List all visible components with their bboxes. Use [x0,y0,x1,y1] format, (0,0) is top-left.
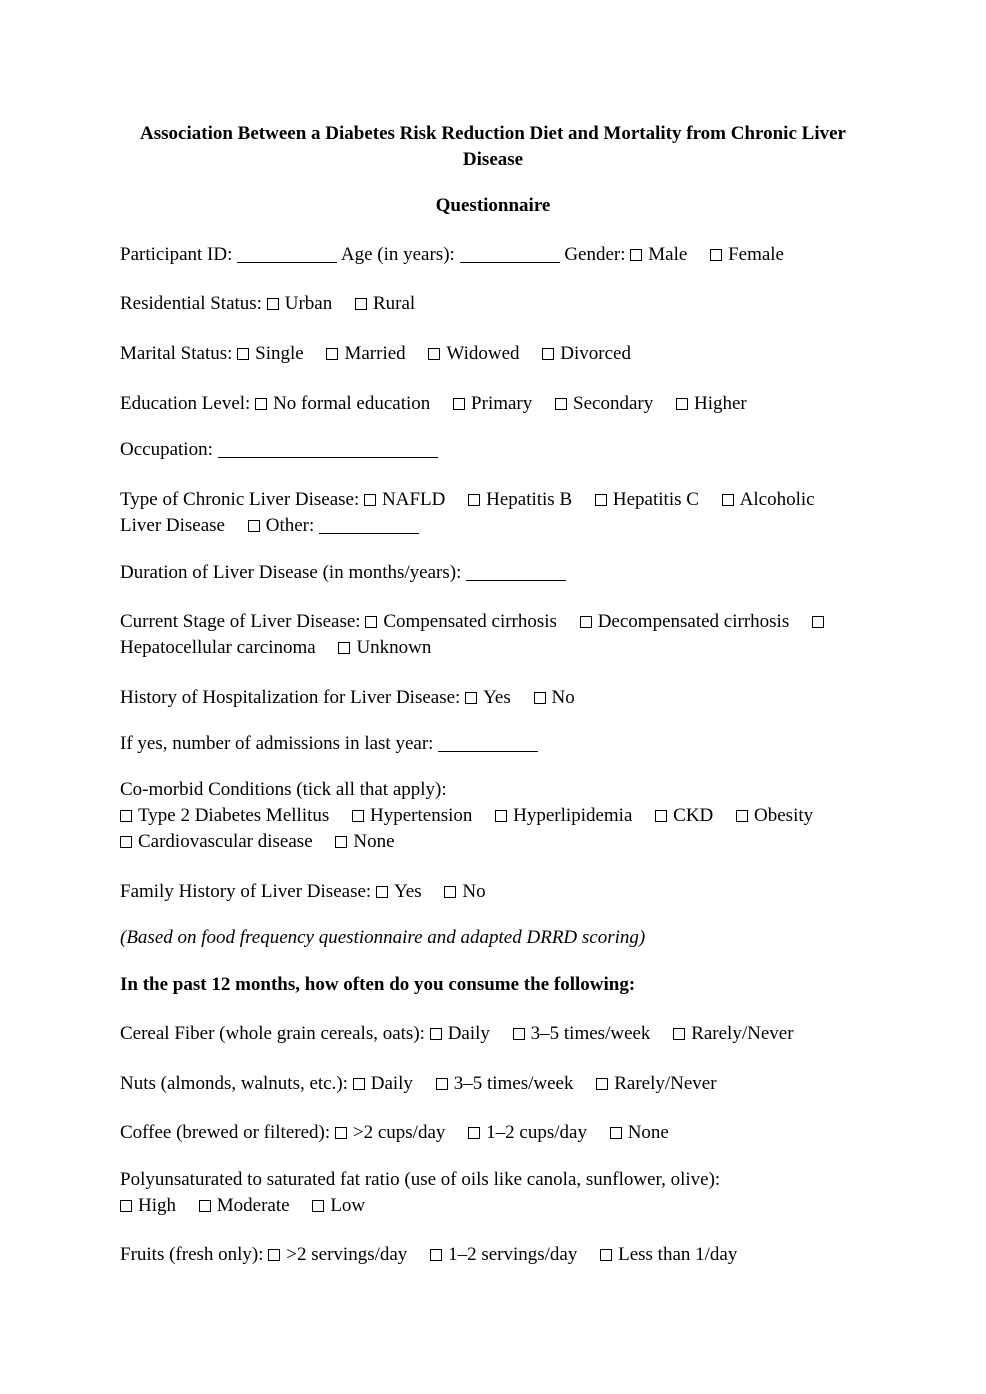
age-field[interactable] [460,245,560,263]
education-higher-label: Higher [693,393,747,414]
stage-compensated-checkbox[interactable] [365,616,377,628]
education-primary-checkbox[interactable] [453,398,465,410]
fat-ratio-high-checkbox[interactable] [120,1200,132,1212]
family-history-no-checkbox[interactable] [444,886,456,898]
row-duration [120,560,566,586]
disease-other-label: Other: [265,515,315,536]
coffee-1to2-label: 1–2 cups/day [486,1122,587,1143]
education-none-checkbox[interactable] [255,398,267,410]
gender-male-label: Male [648,244,688,265]
stage-unknown-checkbox[interactable] [338,642,350,654]
disease-other-field[interactable] [319,516,419,534]
nuts-weekly-label: 3–5 times/week [453,1073,574,1094]
row-occupation [120,437,438,463]
participant-id-field[interactable] [237,245,337,263]
duration-label: Duration of Liver Disease (in months/years): [120,562,462,583]
comorbid-hypertension-label: Hypertension [370,805,473,826]
marital-divorced-checkbox[interactable] [542,348,554,360]
comorbid-cvd-label: Cardiovascular disease [138,831,313,852]
diet-note: (Based on food frequency questionnaire and adapted DRRD scoring) [120,927,646,948]
family-history-no-label: No [462,881,486,902]
duration-field[interactable] [466,563,566,581]
coffee-none-label: None [627,1122,669,1143]
row-disease-type-cont [120,513,419,539]
residential-urban-label: Urban [284,293,333,314]
disease-hepb-checkbox[interactable] [468,494,480,506]
marital-widowed-label: Widowed [446,343,520,364]
fat-ratio-label: Polyunsaturated to saturated fat ratio (use of oils like canola, sunflower, olive): [120,1169,721,1190]
hospitalization-no-label: No [551,687,575,708]
comorbid-t2dm-label: Type 2 Diabetes Mellitus [138,805,330,826]
fruits-1to2-label: 1–2 servings/day [448,1244,578,1265]
education-none-label: No formal education [273,393,431,414]
document-subtitle: Questionnaire [435,195,551,216]
residential-rural-checkbox[interactable] [355,298,367,310]
marital-label: Marital Status: [120,343,233,364]
nuts-weekly-checkbox[interactable] [436,1078,448,1090]
participant-id-label: Participant ID: [120,244,233,265]
coffee-label: Coffee (brewed or filtered): [120,1122,331,1143]
education-secondary-label: Secondary [573,393,654,414]
family-history-yes-label: Yes [393,881,422,902]
disease-nafld-label: NAFLD [382,489,446,510]
nuts-daily-label: Daily [370,1073,413,1094]
cereal-label: Cereal Fiber (whole grain cereals, oats): [120,1023,425,1044]
fruits-more2-checkbox[interactable] [268,1249,280,1261]
comorbid-ckd-label: CKD [673,805,714,826]
row-stage-cont [120,635,431,661]
disease-alcoholic-checkbox[interactable] [722,494,734,506]
comorbid-obesity-label: Obesity [754,805,814,826]
comorbid-ckd-checkbox[interactable] [655,810,667,822]
row-cereal [120,1021,794,1047]
disease-alcoholic-label-part2: Liver Disease [120,515,225,536]
marital-married-checkbox[interactable] [326,348,338,360]
stage-decompensated-label: Decompensated cirrhosis [597,611,790,632]
stage-hcc-label: Hepatocellular carcinoma [120,637,316,658]
row-marital [120,341,631,367]
coffee-more2-label: >2 cups/day [352,1122,446,1143]
row-comorbid-options-cont [120,829,395,855]
residential-label: Residential Status: [120,293,262,314]
row-comorbid-options [120,803,813,829]
fruits-1to2-checkbox[interactable] [430,1249,442,1261]
marital-married-label: Married [344,343,406,364]
row-hospitalization [120,685,575,711]
nuts-label: Nuts (almonds, walnuts, etc.): [120,1073,348,1094]
education-label: Education Level: [120,393,251,414]
occupation-field[interactable] [218,440,438,458]
hospitalization-yes-label: Yes [483,687,511,708]
fruits-more2-label: >2 servings/day [286,1244,408,1265]
coffee-1to2-checkbox[interactable] [468,1127,480,1139]
marital-divorced-label: Divorced [560,343,631,364]
comorbid-none-checkbox[interactable] [335,836,347,848]
marital-single-checkbox[interactable] [237,348,249,360]
diet-heading: In the past 12 months, how often do you consume the following: [120,974,636,995]
document-title: Association Between a Diabetes Risk Reduction Diet and Mortality from Chronic Liver Disease [140,123,846,170]
row-residential [120,291,415,317]
comorbid-hyperlipidemia-label: Hyperlipidemia [513,805,633,826]
row-nuts [120,1071,717,1097]
disease-alcoholic-label-part1: Alcoholic [739,489,815,510]
fruits-less1-label: Less than 1/day [618,1244,738,1265]
row-comorbid-label [120,777,447,803]
row-admissions [120,731,538,757]
row-coffee [120,1120,669,1146]
comorbid-obesity-checkbox[interactable] [736,810,748,822]
row-education [120,391,747,417]
gender-female-checkbox[interactable] [710,249,722,261]
comorbid-hypertension-checkbox[interactable] [352,810,364,822]
cereal-weekly-checkbox[interactable] [513,1028,525,1040]
disease-hepc-checkbox[interactable] [595,494,607,506]
fruits-less1-checkbox[interactable] [600,1249,612,1261]
disease-hepc-label: Hepatitis C [612,489,699,510]
occupation-label: Occupation: [120,439,213,460]
comorbid-hyperlipidemia-checkbox[interactable] [495,810,507,822]
marital-single-label: Single [255,343,304,364]
comorbid-cvd-checkbox[interactable] [120,836,132,848]
residential-rural-label: Rural [372,293,416,314]
cereal-daily-label: Daily [447,1023,490,1044]
coffee-more2-checkbox[interactable] [335,1127,347,1139]
row-fruits [120,1242,737,1268]
coffee-none-checkbox[interactable] [610,1127,622,1139]
hospitalization-yes-checkbox[interactable] [465,692,477,704]
marital-widowed-checkbox[interactable] [428,348,440,360]
family-history-yes-checkbox[interactable] [376,886,388,898]
gender-label: Gender: [564,244,626,265]
comorbid-label: Co-morbid Conditions (tick all that apply): [120,779,447,800]
comorbid-t2dm-checkbox[interactable] [120,810,132,822]
age-label: Age (in years): [340,244,455,265]
row-participant [120,242,784,268]
education-higher-checkbox[interactable] [676,398,688,410]
admissions-field[interactable] [438,734,538,752]
row-stage [120,609,830,635]
stage-unknown-label: Unknown [356,637,432,658]
row-disease-type [120,487,815,513]
fat-ratio-moderate-label: Moderate [216,1195,290,1216]
fat-ratio-low-label: Low [330,1195,366,1216]
gender-female-label: Female [728,244,784,265]
fruits-label: Fruits (fresh only): [120,1244,264,1265]
stage-compensated-label: Compensated cirrhosis [383,611,557,632]
disease-type-label: Type of Chronic Liver Disease: [120,489,360,510]
family-history-label: Family History of Liver Disease: [120,881,372,902]
cereal-daily-checkbox[interactable] [430,1028,442,1040]
hospitalization-label: History of Hospitalization for Liver Disease: [120,687,461,708]
row-family-history [120,879,486,905]
residential-urban-checkbox[interactable] [267,298,279,310]
gender-male-checkbox[interactable] [630,249,642,261]
nuts-daily-checkbox[interactable] [353,1078,365,1090]
cereal-rarely-label: Rarely/Never [691,1023,794,1044]
cereal-weekly-label: 3–5 times/week [530,1023,651,1044]
admissions-label: If yes, number of admissions in last year: [120,733,434,754]
nuts-rarely-checkbox[interactable] [596,1078,608,1090]
row-fat-ratio-options [120,1193,365,1219]
nuts-rarely-label: Rarely/Never [614,1073,717,1094]
stage-label: Current Stage of Liver Disease: [120,611,361,632]
disease-nafld-checkbox[interactable] [364,494,376,506]
fat-ratio-low-checkbox[interactable] [312,1200,324,1212]
disease-other-checkbox[interactable] [248,520,260,532]
comorbid-none-label: None [353,831,395,852]
education-secondary-checkbox[interactable] [555,398,567,410]
stage-decompensated-checkbox[interactable] [580,616,592,628]
education-primary-label: Primary [471,393,533,414]
fat-ratio-high-label: High [138,1195,176,1216]
hospitalization-no-checkbox[interactable] [534,692,546,704]
cereal-rarely-checkbox[interactable] [673,1028,685,1040]
stage-hcc-checkbox[interactable] [812,616,824,628]
disease-hepb-label: Hepatitis B [486,489,573,510]
fat-ratio-moderate-checkbox[interactable] [199,1200,211,1212]
row-fat-ratio-label [120,1167,720,1193]
